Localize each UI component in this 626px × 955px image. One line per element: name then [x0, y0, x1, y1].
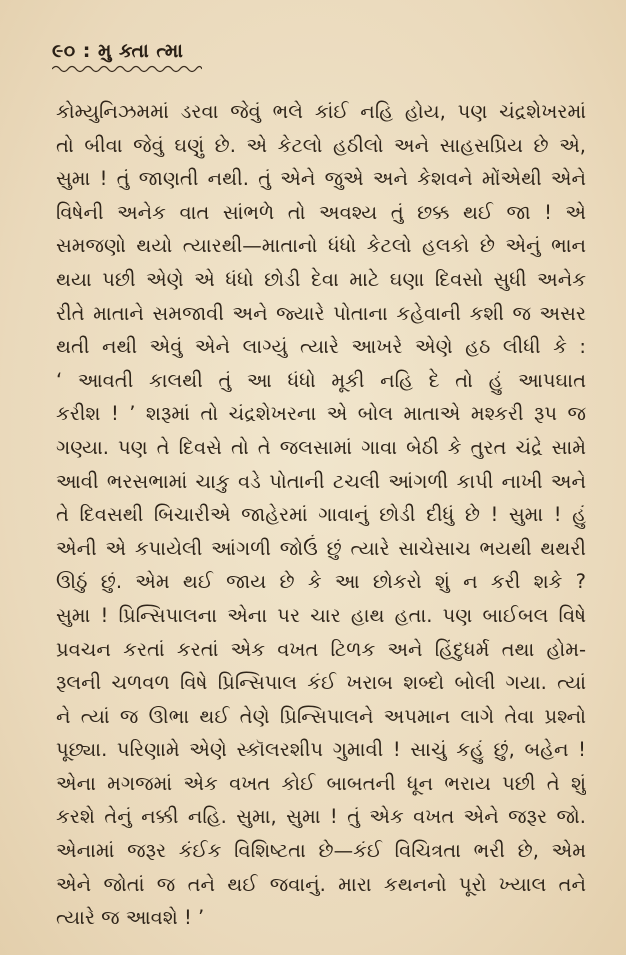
- text-line: ગણ્યા. પણ તે દિવસે તો તે જલસામાં ગાવા બેઠી કે તુરત ચંદ્રે સામે: [56, 435, 586, 459]
- text-line: થતી નથી એવું એને લાગ્યું ત્યારે આખરે એણે હઠ લીધી કે :: [56, 335, 586, 359]
- text-line: પ્રવચન કરતાં કરતાં એક વખત ટિળક અને હિંદુધર્મ તથા હોમ-: [56, 637, 586, 661]
- decorative-underline: [52, 64, 202, 74]
- text-line: ને ત્યાં જ ઊભા થઈ તેણે પ્રિન્સિપાલને અપમાન લાગે તેવા પ્રશ્નો: [56, 704, 586, 728]
- text-line: વિષેની અનેક વાત સાંભળે તો અવશ્ય તું છક્ક થઈ જા ! એ: [56, 200, 586, 224]
- text-line: પૂછ્યા. પરિણામે એણે સ્કૉલરશીપ ગુમાવી ! સાચું કહું છું, બહેન !: [56, 738, 586, 762]
- text-line: એને જોતાં જ તને થઈ જવાનું. મારા કથનનો પૂરો ખ્યાલ તને: [56, 872, 586, 896]
- text-line: સુમા ! પ્રિન્સિપાલના એના પર ચાર હાથ હતા. પણ બાઈબલ વિષે: [56, 603, 586, 627]
- text-line: એની એ કપાયેલી આંગળી જોઉં છું ત્યારે સાચેસાચ ભયથી થથરી: [56, 536, 586, 560]
- text-line: કરીશ ! ’ શરૂમાં તો ચંદ્રશેખરના એ બોલ માતાએ મશ્કરી રૂપ જ: [56, 402, 586, 426]
- text-line: એના મગજમાં એક વખત કોઈ બાબતની ધૂન ભરાય પછી તે શું: [56, 771, 586, 795]
- running-head: ૯૦ : મુ ક્તા ત્મા: [52, 40, 184, 62]
- text-line: રીતે માતાને સમજાવી અને જ્યારે પોતાના કહેવાની કશી જ અસર: [56, 301, 586, 325]
- text-line: કોમ્યુનિઝમમાં ડરવા જેવું ભલે કાંઈ નહિ હોય, પણ ચંદ્રશેખરમાં: [56, 100, 586, 123]
- text-line: રૂલની ચળવળ વિષે પ્રિન્સિપાલ કંઈ ખરાબ શબ્દો બોલી ગયા. ત્યાં: [56, 671, 586, 695]
- text-line: આવી ભરસભામાં ચાકુ વડે પોતાની ટચલી આંગળી કાપી નાખી અને: [56, 469, 586, 493]
- text-line: કરશે તેનું નક્કી નહિ. સુમા, સુમા ! તું એક વખત એને જરૂર જો.: [56, 805, 586, 829]
- text-line: સમજણો થયો ત્યારથી—માતાનો ધંધો કેટલો હલકો છે એનું ભાન: [56, 234, 586, 258]
- body-text: [56, 95, 586, 935]
- text-line: એનામાં જરૂર કંઈક વિશિષ્ટતા છે—કંઈ વિચિત્રતા ભરી છે, એમ: [56, 839, 586, 863]
- text-line: સુમા ! તું જાણતી નથી. તું એને જુએ અને કેશવને મોંએથી એને: [56, 167, 586, 191]
- text-line: ઊઠું છું. એમ થઈ જાય છે કે આ છોકરો શું ન કરી શકે ?: [56, 570, 586, 594]
- text-line: તે દિવસથી બિચારીએ જાહેરમાં ગાવાનું છોડી દીધું છે ! સુમા ! હું: [56, 503, 586, 527]
- text-line: ત્યારે જ આવશે ! ’: [56, 906, 205, 930]
- text-line: થયા પછી એણે એ ધંધો છોડી દેવા માટે ઘણા દિવસો સુધી અનેક: [56, 267, 586, 291]
- text-line: ‘ આવતી કાલથી તું આ ધંધો મૂકી નહિ દે તો હું આપઘાત: [56, 368, 586, 392]
- text-line: તો બીવા જેવું ઘણું છે. એ કેટલો હઠીલો અને સાહસપ્રિય છે એ,: [56, 133, 586, 157]
